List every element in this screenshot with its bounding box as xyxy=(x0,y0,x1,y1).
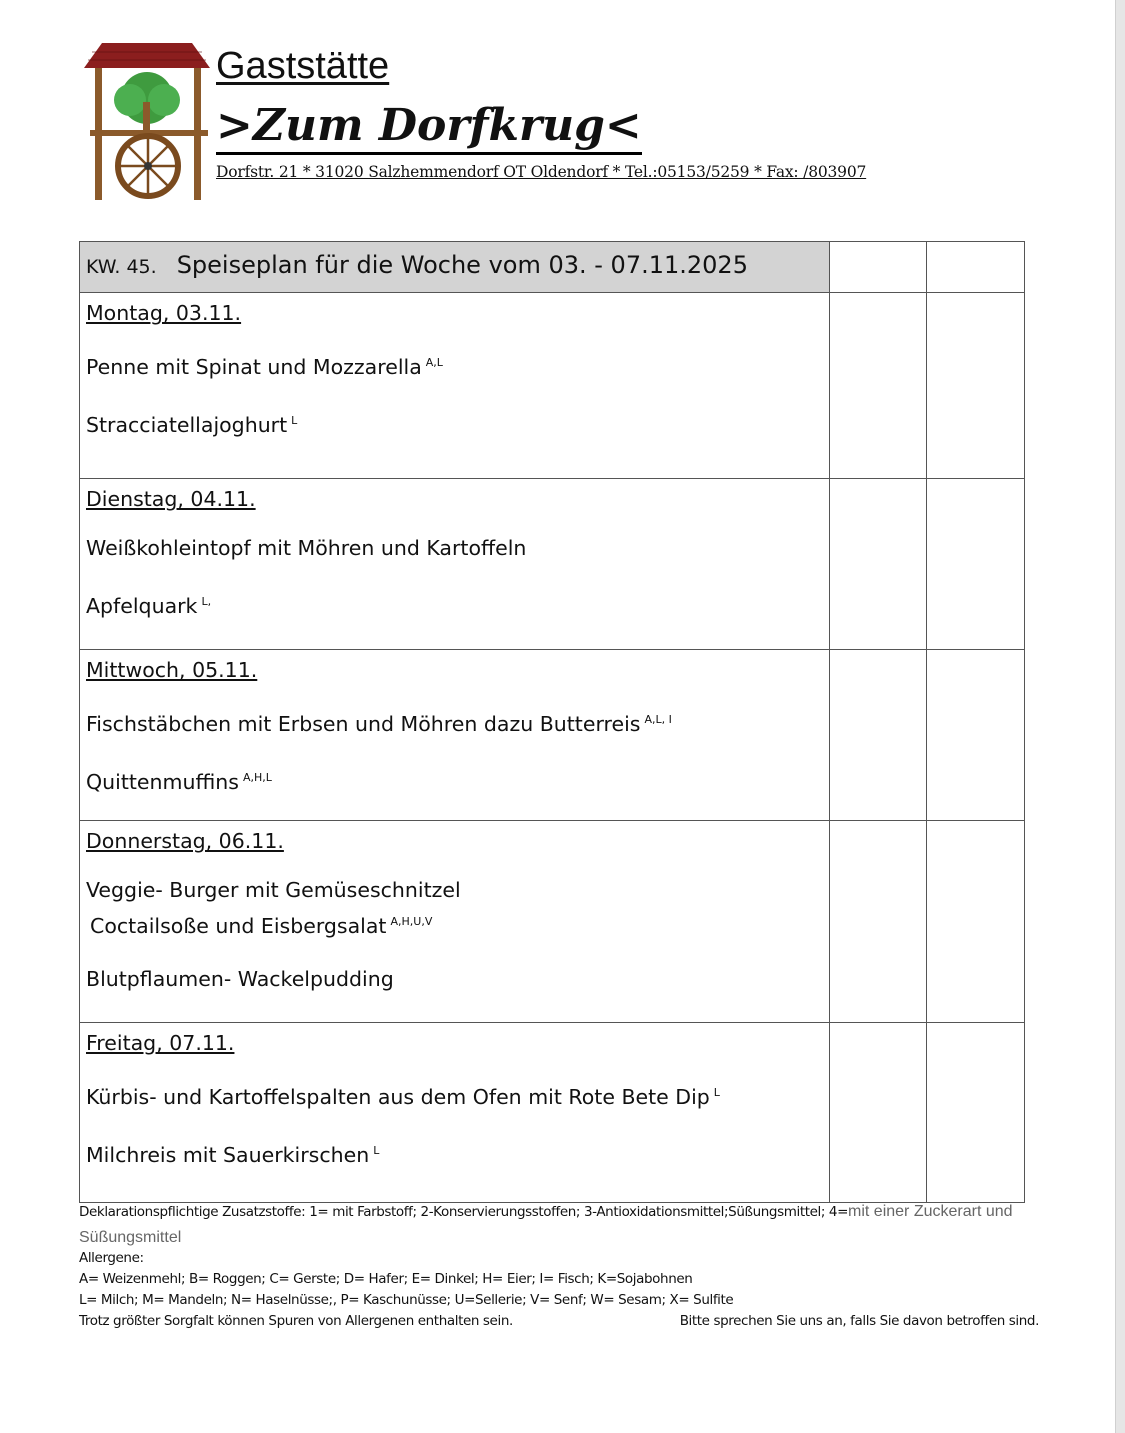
notes-row xyxy=(79,1311,1039,1332)
day-cell xyxy=(80,821,830,1023)
scrollbar[interactable] xyxy=(1115,0,1125,1433)
empty-cell xyxy=(830,650,927,821)
menu-item xyxy=(86,704,829,740)
empty-cell xyxy=(927,479,1025,650)
menu-item-text xyxy=(86,536,526,560)
menu-item-line: Milchreis mit Sauerkirschen xyxy=(86,1142,370,1167)
menu-item-line: Quittenmuffins xyxy=(86,769,239,794)
well-tree-logo-icon xyxy=(82,40,212,202)
empty-cell xyxy=(830,821,927,1023)
menu-item xyxy=(86,762,829,798)
day-title: Montag, 03.11. xyxy=(86,301,242,325)
empty-cell xyxy=(830,293,927,479)
day-cell xyxy=(80,1023,830,1203)
allergen-codes: L, xyxy=(201,595,212,608)
day-row xyxy=(80,1023,1025,1203)
empty-cell xyxy=(830,242,927,293)
calendar-week: KW. 45. xyxy=(86,256,157,278)
day-cell xyxy=(80,293,830,479)
menu-item-text xyxy=(86,770,272,794)
additives-text-cont: mit einer Zuckerart und xyxy=(848,1203,1013,1220)
day-row xyxy=(80,293,1025,479)
traces-note: Trotz größter Sorgfalt können Spuren von Allergenen enthalten sein. xyxy=(79,1313,513,1329)
menu-item xyxy=(86,1077,829,1113)
menu-item-text xyxy=(86,878,461,902)
allergen-codes: L xyxy=(291,413,298,427)
menu-item-line: Veggie- Burger mit Gemüseschnitzel xyxy=(86,878,461,902)
table-header-row xyxy=(80,242,1025,293)
weekly-menu-table xyxy=(79,241,1025,1203)
restaurant-type: Gaststätte xyxy=(216,45,390,87)
menu-item-text xyxy=(86,712,672,736)
additives-text-end: Süßungsmittel xyxy=(79,1229,182,1246)
menu-item xyxy=(86,1135,829,1171)
menu-item-line: Weißkohleintopf mit Möhren und Kartoffeln xyxy=(86,536,527,560)
allergen-codes: L xyxy=(373,1143,380,1157)
menu-item-text xyxy=(86,967,394,991)
additives-text: Deklarationspflichtige Zusatzstoffe: 1= mit Farbstoff; 2-Konservierungsstoffen; 3-Antioxidationsmittel;Süßungsmittel; 4= xyxy=(79,1204,849,1220)
allergen-codes: A,L xyxy=(425,356,443,369)
menu-item xyxy=(86,405,829,441)
restaurant-address: Dorfstr. 21 * 31020 Salzhemmendorf OT Oldendorf * Tel.:05153/5259 * Fax: /803907 xyxy=(216,163,867,181)
allergen-codes: L xyxy=(713,1086,720,1099)
day-title: Donnerstag, 06.11. xyxy=(86,829,284,853)
allergens-line-2: L= Milch; M= Mandeln; N= Haselnüsse;, P= Kaschunüsse; U=Sellerie; V= Senf; W= Sesam; X= Sulfite xyxy=(79,1292,734,1308)
menu-item xyxy=(86,875,829,942)
empty-cell xyxy=(927,293,1025,479)
day-title: Mittwoch, 05.11. xyxy=(86,658,258,682)
day-cell xyxy=(80,650,830,821)
day-row xyxy=(80,479,1025,650)
menu-item-line: Apfelquark xyxy=(86,593,198,618)
day-row xyxy=(80,821,1025,1023)
menu-item-line: Blutpflaumen- Wackelpudding xyxy=(86,966,394,991)
empty-cell xyxy=(927,650,1025,821)
menu-item-line: Stracciatellajoghurt xyxy=(86,412,288,437)
menu-item xyxy=(86,533,829,564)
day-title: Freitag, 07.11. xyxy=(86,1031,235,1055)
contact-note: Bitte sprechen Sie uns an, falls Sie davon betroffen sind. xyxy=(679,1313,1039,1329)
header-cell xyxy=(80,242,830,293)
menu-item-line: Fischstäbchen mit Erbsen und Möhren dazu Butterreis xyxy=(86,711,641,736)
empty-cell xyxy=(927,242,1025,293)
menu-item-line: Kürbis- und Kartoffelspalten aus dem Ofen mit Rote Bete Dip xyxy=(86,1084,710,1109)
menu-item xyxy=(86,586,829,622)
menu-item-line: Penne mit Spinat und Mozzarella xyxy=(86,354,422,379)
menu-item xyxy=(86,347,829,383)
menu-item-line: Coctailsoße und Eisbergsalat xyxy=(90,913,387,938)
footer-notes xyxy=(79,1201,1039,1332)
day-title: Dienstag, 04.11. xyxy=(86,487,256,511)
menu-item-text xyxy=(90,906,829,942)
allergens-label: Allergene: xyxy=(79,1250,144,1266)
menu-item-text xyxy=(86,1143,379,1167)
menu-item-text xyxy=(86,1085,720,1109)
day-cell xyxy=(80,479,830,650)
allergen-codes: A,L, I xyxy=(644,713,672,726)
allergen-codes: A,H,U,V xyxy=(390,915,433,928)
empty-cell xyxy=(927,821,1025,1023)
menu-item xyxy=(86,964,829,995)
menu-title: Speiseplan für die Woche vom 03. - 07.11.2025 xyxy=(176,251,748,279)
additives-note xyxy=(79,1201,1039,1223)
empty-cell xyxy=(830,479,927,650)
day-row xyxy=(80,650,1025,821)
allergens-line-1: A= Weizenmehl; B= Roggen; C= Gerste; D= Hafer; E= Dinkel; H= Eier; I= Fisch; K=Sojabohnen xyxy=(79,1271,693,1287)
empty-cell xyxy=(830,1023,927,1203)
restaurant-name: >Zum Dorfkrug< xyxy=(216,100,642,155)
empty-cell xyxy=(927,1023,1025,1203)
menu-item-text xyxy=(86,413,297,437)
menu-item-text xyxy=(86,594,211,618)
allergen-codes: A,H,L xyxy=(242,770,272,784)
menu-item-text xyxy=(86,355,443,379)
